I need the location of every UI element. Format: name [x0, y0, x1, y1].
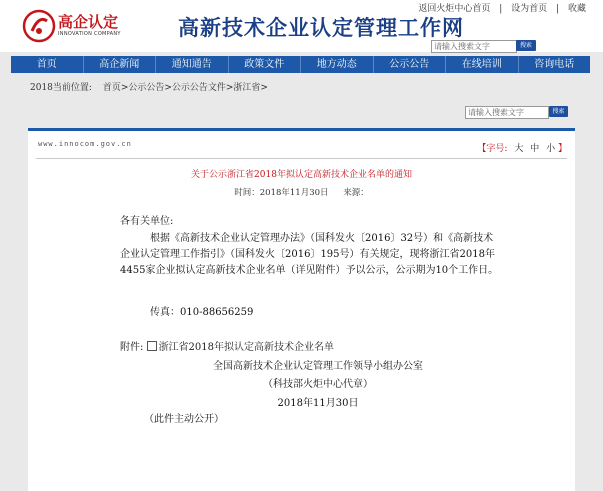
nav-training[interactable]: 在线培训 [446, 56, 519, 73]
public-note: （此件主动公开） [144, 414, 224, 425]
salutation: 各有关单位: [120, 216, 174, 227]
logo-mark-icon [22, 9, 56, 43]
logo-text: 高企认定 [58, 13, 119, 31]
logo-subtext: INNOVATION COMPANY [58, 31, 121, 37]
nav-announcements[interactable]: 公示公告 [374, 56, 447, 73]
site-url: www.innocom.gov.cn [38, 140, 132, 148]
font-size-large[interactable]: 大 [514, 144, 524, 154]
content-search-input[interactable]: 请输入搜索文字 [465, 106, 549, 119]
breadcrumb-path[interactable]: 首页>公示公告>公示公告文件>浙江省> [102, 83, 268, 93]
file-icon [147, 341, 157, 351]
link-set-home[interactable]: 设为首页 [511, 4, 548, 14]
divider [36, 158, 567, 159]
main-nav [11, 56, 590, 73]
attachment [120, 340, 334, 356]
nav-local[interactable]: 地方动态 [301, 56, 374, 73]
nav-policies[interactable]: 政策文件 [229, 56, 302, 73]
attachment-label: 附件: [120, 342, 144, 353]
site-logo[interactable] [22, 9, 142, 45]
header-search-input[interactable]: 请输入搜索文字 [431, 40, 517, 53]
article-source: 来源： [343, 188, 369, 198]
nav-hotline[interactable]: 咨询电话 [534, 59, 575, 70]
font-size-label: 【字号: [477, 144, 508, 154]
attachment-link[interactable]: 浙江省2018年拟认定高新技术企业名单 [158, 342, 335, 353]
breadcrumb-label: 2018当前位置: [30, 83, 92, 93]
article-title: 关于公示浙江省2018年拟认定高新技术企业名单的通知 [191, 170, 412, 180]
article-time: 时间：2018年11月30日 [234, 188, 329, 198]
article-meta [28, 186, 575, 198]
breadcrumb [30, 80, 268, 93]
font-size-control [477, 141, 567, 154]
link-separator: | [556, 4, 560, 14]
header-search-button[interactable]: 搜索 [516, 40, 536, 51]
nav-news[interactable]: 高企新闻 [84, 56, 157, 73]
article-panel [28, 128, 575, 491]
article-paragraph: 根据《高新技术企业认定管理办法》（国科发火〔2016〕32号）和《高新技术企业认定管理工作指引》（国科发火〔2016〕195号）有关规定，现将浙江省2018年4455家企业拟认定高新技术企业名单（详见附件）予以公示，公示期为10个工作日。 [120, 233, 499, 276]
font-size-small[interactable]: 小 [546, 144, 556, 154]
fax-number: 传真：010-88656259 [150, 307, 254, 318]
font-size-medium[interactable]: 中 [530, 144, 540, 154]
sign-date: 2018年11月30日 [277, 398, 359, 409]
font-size-close: 】 [557, 144, 567, 154]
issuing-office: 全国高新技术企业认定管理工作领导小组办公室 [213, 361, 423, 372]
issuing-agency: （科技部火炬中心代章） [263, 379, 373, 390]
link-separator: | [499, 4, 503, 14]
nav-notices[interactable]: 通知通告 [156, 56, 229, 73]
link-torch-home[interactable]: 返回火炬中心首页 [418, 4, 491, 14]
nav-home[interactable]: 首页 [11, 56, 84, 73]
site-title: 高新技术企业认定管理工作网 [178, 15, 464, 40]
link-favorite[interactable]: 收藏 [567, 4, 586, 14]
content-search-button[interactable]: 搜索 [549, 106, 568, 117]
top-links [415, 1, 589, 14]
site-header [0, 0, 603, 52]
